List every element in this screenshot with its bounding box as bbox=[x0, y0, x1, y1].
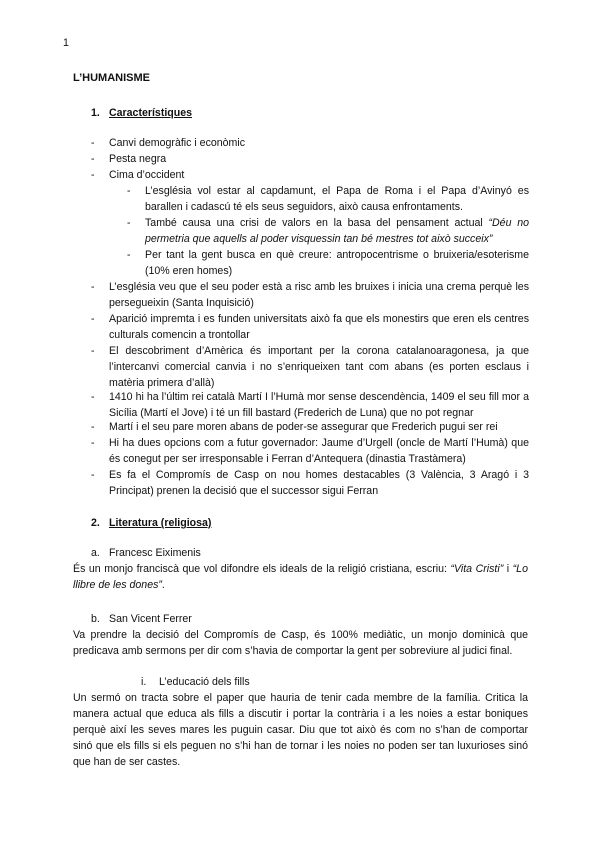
work-title: “Lo llibre de les dones” bbox=[73, 563, 528, 591]
section-2-heading bbox=[91, 516, 211, 532]
section-1-title: Característiques bbox=[109, 107, 193, 119]
list-item-text: Martí i el seu pare moren abans de poder-se assegurar que Frederich pugui ser rei bbox=[109, 421, 498, 433]
bullet-dash: - bbox=[127, 249, 131, 261]
subsection-i-paragraph: Un sermó on tracta sobre el paper que hauria de tenir cada membre de la família. Critica la manera actual que educa als fills a discutir i portar la contrària i a les noies a estar boniques perquè així les seves mares les puguin casar. Diu que tot això és com no s’han de comportar sinó que els fills si els peguen no s’hi han de tornar i les noies no poden ser tan luxurioses sinó que han de ser castes. bbox=[73, 692, 528, 768]
list-item-text: 1410 hi ha l’últim rei català Martí I l’Humà mor sense descendència, 1409 el seu fill mor a Sicília (Martí el Jove) i té un fill bastard (Frederich de Luna) que no pot regnar bbox=[109, 391, 529, 419]
list-item-text: Cima d’occident bbox=[109, 169, 185, 181]
subsection-a-paragraph bbox=[73, 562, 528, 594]
quote-text: “Déu no permetria que aquells al poder visquessin tan bé mestres tot això succeix” bbox=[145, 217, 529, 245]
paragraph-text: i bbox=[503, 563, 513, 575]
list-item-text: L’església veu que el seu poder està a risc amb les bruixes i inicia una crema perquè les persegueixin (Santa Inquisició) bbox=[109, 281, 529, 309]
section-2-number: 2. bbox=[91, 517, 100, 529]
section-1-number: 1. bbox=[91, 107, 100, 119]
paragraph-text: És un monjo franciscà que vol difondre els ideals de la religió cristiana, escriu: bbox=[73, 563, 451, 575]
subsection-title: Francesc Eiximenis bbox=[109, 547, 201, 559]
paragraph-text: . bbox=[161, 578, 165, 591]
bullet-dash: - bbox=[91, 421, 95, 433]
bullet-dash: - bbox=[127, 217, 131, 229]
list-item-text: El descobriment d’Amèrica és important per la corona catalanoaragonesa, ja que l’intercanvi comercial canvia i no s’enriqueixen tant com abans (es porten esclaus i matèria primera d’allà) bbox=[109, 345, 529, 389]
bullet-dash: - bbox=[127, 185, 131, 197]
subsection-title: L’educació dels fills bbox=[159, 676, 250, 688]
list-item-text: Pesta negra bbox=[109, 153, 167, 165]
list-item-text: Aparició impremta i es funden universitats això fa que els monestirs que eren els centres culturals comencin a trontollar bbox=[109, 313, 529, 341]
bullet-dash: - bbox=[91, 391, 95, 403]
subsection-title: San Vicent Ferrer bbox=[109, 613, 192, 625]
list-item-text: Es fa el Compromís de Casp on nou homes destacables (3 València, 3 Aragó i 3 Principat) prenen la decisió que el successor sigui Ferran bbox=[109, 469, 529, 497]
bullet-dash: - bbox=[91, 345, 95, 357]
section-1-heading bbox=[91, 106, 192, 122]
work-title: “Vita Cristi” bbox=[450, 563, 504, 575]
page-number: 1 bbox=[63, 37, 69, 49]
sub-list-item-text bbox=[145, 216, 529, 248]
sub-list-item-text-main: També causa una crisi de valors en la basa del pensament actual bbox=[145, 217, 483, 229]
bullet-dash: - bbox=[91, 313, 95, 325]
list-item-text: Canvi demogràfic i econòmic bbox=[109, 137, 246, 149]
bullet-dash: - bbox=[91, 469, 95, 481]
subsection-marker: i. bbox=[141, 676, 147, 688]
section-2-title: Literatura (religiosa) bbox=[109, 517, 212, 529]
list-item-text: Hi ha dues opcions com a futur governador: Jaume d’Urgell (oncle de Martí l’Humà) que és conegut per ser irresponsable i Ferran d’Antequera (dinastia Trastàmera) bbox=[109, 437, 529, 465]
document-title: L’HUMANISME bbox=[73, 72, 150, 84]
bullet-dash: - bbox=[91, 437, 95, 449]
subsection-marker: b. bbox=[91, 613, 100, 625]
sub-list-item-text: Per tant la gent busca en què creure: antropocentrisme o bruixeria/esoterisme (10% eren homes) bbox=[145, 249, 529, 277]
sub-list-item-text: L’església vol estar al capdamunt, el Papa de Roma i el Papa d’Avinyó es barallen i cadascú té els seus seguidors, això causa enfrontaments. bbox=[145, 185, 529, 213]
subsection-b-paragraph: Va prendre la decisió del Compromís de Casp, és 100% mediàtic, un monjo dominicà que predicava amb sermons per dir com s’havia de comportar la gent per sobreviure al judici final. bbox=[73, 629, 528, 657]
bullet-dash: - bbox=[91, 153, 95, 165]
bullet-dash: - bbox=[91, 281, 95, 293]
subsection-marker: a. bbox=[91, 547, 100, 559]
bullet-dash: - bbox=[91, 169, 95, 181]
bullet-dash: - bbox=[91, 137, 95, 149]
